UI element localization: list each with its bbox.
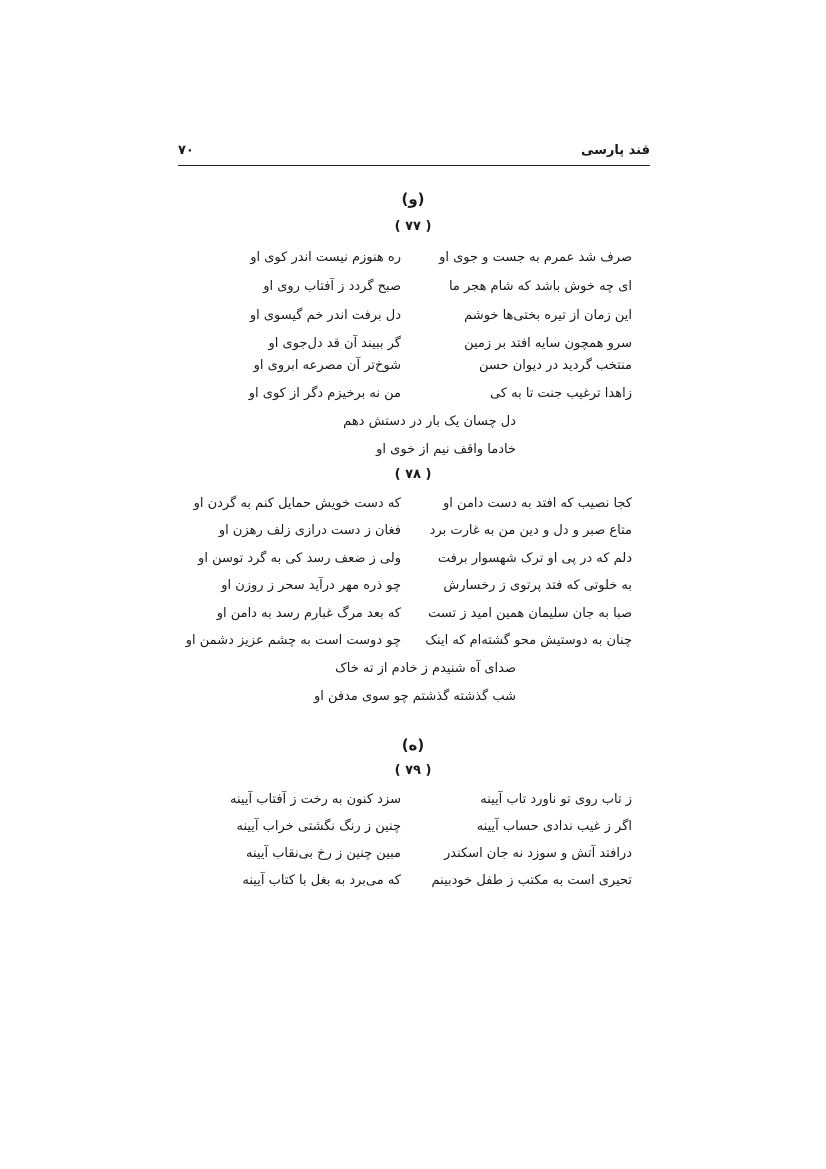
- page-number: ۷۰: [178, 143, 194, 158]
- verse-second-hemistich: گر ببیند آن قد دل‌جوی او: [268, 336, 401, 351]
- closing-verse: شب گذشته گذشتم چو سوی مدفن او: [313, 689, 516, 704]
- verse-first-hemistich: درافتد آتش و سوزد نه جان اسکندر: [443, 846, 632, 861]
- verse-first-hemistich: دلم که در پی او ترک شهسوار برفت: [437, 551, 632, 566]
- verse-first-hemistich: ای چه خوش باشد که شام هجر ما: [448, 279, 632, 294]
- section-letter-heading: (ه): [401, 736, 425, 754]
- verse-first-hemistich: چنان به دوستیش محو گشته‌ام که اینک: [425, 633, 632, 648]
- running-header: [178, 143, 650, 166]
- verse-first-hemistich: زاهدا ترغیب جنت تا به کی: [489, 386, 632, 401]
- verse-first-hemistich: متاع صبر و دل و دین من به غارت برد: [429, 523, 632, 538]
- verse-second-hemistich: شوخ‌تر آن مصرعه ابروی او: [253, 358, 401, 373]
- poem-number: ( ۷۷ ): [394, 219, 432, 234]
- verse-second-hemistich: من نه برخیزم دگر از کوی او: [248, 386, 401, 401]
- verse-first-hemistich: منتخب گردید در دیوان حسن: [479, 358, 632, 373]
- verse-first-hemistich: اگر ز غیب ندادی حساب آیینه: [476, 819, 632, 834]
- verse-first-hemistich: سرو همچون سایه افتد بر زمین: [464, 336, 632, 351]
- verse-second-hemistich: ولی ز ضعف رسد کی به گرد توسن او: [198, 551, 401, 566]
- closing-verse: دل چسان یک بار در دستش دهم: [343, 414, 516, 429]
- verse-second-hemistich: ره هنوزم نیست اندر کوی او: [250, 250, 401, 265]
- verse-second-hemistich: چو دوست است به چشم عزیز دشمن او: [185, 633, 401, 648]
- section-letter-heading: (و): [401, 190, 425, 208]
- verse-second-hemistich: دل برفت اندر خم گیسوی او: [249, 308, 401, 323]
- verse-first-hemistich: به خلوتی که فتد پرتوی ز رخسارش: [443, 578, 632, 593]
- verse-second-hemistich: مبین چنین ز رخ بی‌نقاب آیینه: [246, 846, 401, 861]
- verse-first-hemistich: صبا به جان سلیمان همین امید ز تست: [428, 606, 632, 621]
- closing-verse: خادما واقف نیم از خوی او: [376, 442, 516, 457]
- verse-first-hemistich: کجا نصیب که افتد به دست دامن او: [443, 496, 632, 511]
- closing-verse: صدای آه شنیدم ز خادم از ته خاک: [335, 661, 516, 676]
- verse-first-hemistich: صرف شد عمرم به جست و جوی او: [439, 250, 632, 265]
- verse-first-hemistich: این زمان از تیره بختی‌ها خوشم: [464, 308, 632, 323]
- verse-first-hemistich: تحیری است به مکتب ز طفل خودبینم: [431, 873, 632, 888]
- verse-first-hemistich: ز تاب روی تو ناورد تاب آیینه: [480, 792, 632, 807]
- verse-second-hemistich: چو ذره مهر درآید سحر ز روزن او: [221, 578, 401, 593]
- poem-number: ( ۷۸ ): [394, 467, 432, 482]
- verse-second-hemistich: چنین ز رنگ نگشتی خراب آیینه: [236, 819, 401, 834]
- verse-second-hemistich: که می‌برد به بغل با کتاب آیینه: [242, 873, 401, 888]
- poem-number: ( ۷۹ ): [394, 763, 432, 778]
- verse-second-hemistich: فغان ز دست درازی زلف رهزن او: [218, 523, 401, 538]
- verse-second-hemistich: سزد کنون به رخت ز آفتاب آیینه: [230, 792, 401, 807]
- verse-second-hemistich: صبح گردد ز آفتاب روی او: [263, 279, 401, 294]
- verse-second-hemistich: که دست خویش حمایل کنم به گردن او: [193, 496, 401, 511]
- verse-second-hemistich: که بعد مرگ غبارم رسد به دامن او: [216, 606, 401, 621]
- book-title: قند پارسی: [580, 143, 650, 158]
